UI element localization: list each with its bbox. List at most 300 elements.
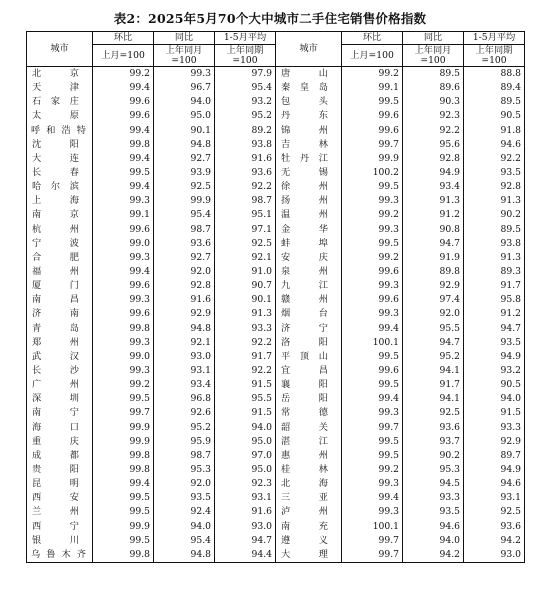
- mom-value-left: 99.1: [93, 208, 154, 222]
- mom-value-right: 99.5: [342, 350, 403, 364]
- table-row: [27, 364, 525, 378]
- yoy-value-right: 92.3: [403, 109, 464, 123]
- ytd-value-right: 91.5: [464, 406, 525, 420]
- table-row: [27, 194, 525, 208]
- table-row: [27, 251, 525, 265]
- city-name-left: 呼和浩特: [27, 124, 93, 138]
- mom-value-left: 99.5: [93, 166, 154, 180]
- yoy-value-right: 91.7: [403, 378, 464, 392]
- ytd-value-left: 97.9: [215, 67, 276, 82]
- mom-value-right: 99.6: [342, 364, 403, 378]
- table-row: [27, 265, 525, 279]
- yoy-value-right: 94.5: [403, 477, 464, 491]
- yoy-value-right: 91.9: [403, 251, 464, 265]
- table-row: [27, 237, 525, 251]
- ytd-value-right: 89.5: [464, 95, 525, 109]
- city-name-right: 包 头: [276, 95, 342, 109]
- table-row: [27, 138, 525, 152]
- city-name-right: 九 江: [276, 279, 342, 293]
- city-name-right: 牡丹江: [276, 152, 342, 166]
- city-name-left: 杭 州: [27, 223, 93, 237]
- city-name-left: 兰 州: [27, 505, 93, 519]
- mom-value-left: 99.5: [93, 534, 154, 548]
- ytd-value-left: 93.8: [215, 138, 276, 152]
- table-row: [27, 534, 525, 548]
- yoy-value-right: 94.7: [403, 336, 464, 350]
- yoy-value-left: 96.7: [154, 81, 215, 95]
- mom-value-left: 99.5: [93, 392, 154, 406]
- header-ytd-left: 1-5月平均: [215, 32, 276, 45]
- yoy-value-right: 93.3: [403, 491, 464, 505]
- mom-value-left: 99.4: [93, 124, 154, 138]
- yoy-value-left: 95.2: [154, 421, 215, 435]
- header-mom-base-right: 上月=100: [342, 45, 403, 67]
- mom-value-right: 99.3: [342, 406, 403, 420]
- yoy-value-left: 99.3: [154, 67, 215, 82]
- yoy-value-right: 93.7: [403, 435, 464, 449]
- ytd-value-right: 91.7: [464, 279, 525, 293]
- ytd-value-left: 97.1: [215, 223, 276, 237]
- table-row: [27, 392, 525, 406]
- mom-value-right: 99.5: [342, 237, 403, 251]
- city-name-left: 武 汉: [27, 350, 93, 364]
- table-body: [27, 67, 525, 563]
- city-name-left: 南 京: [27, 208, 93, 222]
- ytd-value-right: 95.8: [464, 293, 525, 307]
- ytd-value-left: 95.2: [215, 109, 276, 123]
- ytd-value-left: 93.3: [215, 322, 276, 336]
- mom-value-right: 99.3: [342, 223, 403, 237]
- city-name-right: 烟 台: [276, 307, 342, 321]
- city-name-right: 蚌 埠: [276, 237, 342, 251]
- city-name-left: 银 川: [27, 534, 93, 548]
- table-title: 表2：2025年5月70个大中城市二手住宅销售价格指数: [113, 11, 427, 26]
- city-name-left: 西 安: [27, 491, 93, 505]
- mom-value-left: 99.3: [93, 336, 154, 350]
- mom-value-left: 99.6: [93, 109, 154, 123]
- mom-value-right: 100.1: [342, 520, 403, 534]
- mom-value-right: 99.3: [342, 477, 403, 491]
- yoy-value-left: 90.1: [154, 124, 215, 138]
- ytd-value-right: 93.1: [464, 491, 525, 505]
- yoy-value-left: 92.9: [154, 307, 215, 321]
- ytd-value-right: 90.5: [464, 378, 525, 392]
- mom-value-right: 99.3: [342, 505, 403, 519]
- city-name-right: 吉 林: [276, 138, 342, 152]
- yoy-value-left: 92.0: [154, 265, 215, 279]
- city-name-right: 徐 州: [276, 180, 342, 194]
- table-row: [27, 449, 525, 463]
- mom-value-right: 99.6: [342, 293, 403, 307]
- header-yoy-base-left: 上年同月=100: [154, 45, 215, 67]
- city-name-left: 南 昌: [27, 293, 93, 307]
- yoy-value-right: 94.6: [403, 520, 464, 534]
- ytd-value-left: 92.2: [215, 180, 276, 194]
- table-row: [27, 67, 525, 82]
- mom-value-right: 100.1: [342, 336, 403, 350]
- table-row: [27, 477, 525, 491]
- city-name-right: 桂 林: [276, 463, 342, 477]
- mom-value-right: 99.4: [342, 491, 403, 505]
- yoy-value-left: 94.8: [154, 138, 215, 152]
- table-row: [27, 322, 525, 336]
- ytd-value-left: 95.0: [215, 463, 276, 477]
- mom-value-right: 99.6: [342, 124, 403, 138]
- header-ytd-right: 1-5月平均: [464, 32, 525, 45]
- mom-value-right: 99.1: [342, 81, 403, 95]
- yoy-value-left: 92.6: [154, 406, 215, 420]
- mom-value-left: 99.5: [93, 505, 154, 519]
- mom-value-left: 99.3: [93, 293, 154, 307]
- yoy-value-right: 92.2: [403, 124, 464, 138]
- header-yoy-right: 同比: [403, 32, 464, 45]
- yoy-value-left: 95.0: [154, 109, 215, 123]
- city-name-left: 天 津: [27, 81, 93, 95]
- mom-value-right: 99.9: [342, 152, 403, 166]
- city-name-left: 哈尔滨: [27, 180, 93, 194]
- header-mom-left: 环比: [93, 32, 154, 45]
- mom-value-right: 99.3: [342, 307, 403, 321]
- ytd-value-left: 90.1: [215, 293, 276, 307]
- header-city-left: 城市: [27, 32, 93, 67]
- ytd-value-left: 91.7: [215, 350, 276, 364]
- city-name-right: 安 庆: [276, 251, 342, 265]
- mom-value-left: 99.2: [93, 378, 154, 392]
- ytd-value-right: 93.8: [464, 237, 525, 251]
- header-mom-right: 环比: [342, 32, 403, 45]
- city-name-left: 深 圳: [27, 392, 93, 406]
- table-row: [27, 548, 525, 563]
- table-row: [27, 95, 525, 109]
- table-row: [27, 491, 525, 505]
- yoy-value-right: 92.5: [403, 406, 464, 420]
- yoy-value-left: 94.0: [154, 95, 215, 109]
- mom-value-right: 99.5: [342, 378, 403, 392]
- ytd-value-right: 94.7: [464, 322, 525, 336]
- city-name-right: 泉 州: [276, 265, 342, 279]
- mom-value-right: 99.7: [342, 138, 403, 152]
- mom-value-left: 99.8: [93, 138, 154, 152]
- yoy-value-right: 94.1: [403, 364, 464, 378]
- yoy-value-left: 95.4: [154, 208, 215, 222]
- ytd-value-left: 91.0: [215, 265, 276, 279]
- table-row: [27, 406, 525, 420]
- yoy-value-right: 93.4: [403, 180, 464, 194]
- city-name-right: 遵 义: [276, 534, 342, 548]
- city-name-left: 郑 州: [27, 336, 93, 350]
- ytd-value-left: 95.0: [215, 435, 276, 449]
- table-row: [27, 180, 525, 194]
- mom-value-right: 99.5: [342, 449, 403, 463]
- ytd-value-left: 91.5: [215, 378, 276, 392]
- ytd-value-right: 93.2: [464, 364, 525, 378]
- yoy-value-left: 94.0: [154, 520, 215, 534]
- mom-value-left: 99.2: [93, 67, 154, 82]
- yoy-value-right: 89.6: [403, 81, 464, 95]
- yoy-value-left: 93.5: [154, 491, 215, 505]
- mom-value-right: 99.2: [342, 67, 403, 82]
- ytd-value-right: 89.4: [464, 81, 525, 95]
- mom-value-right: 100.2: [342, 166, 403, 180]
- ytd-value-left: 93.1: [215, 491, 276, 505]
- city-name-left: 济 南: [27, 307, 93, 321]
- ytd-value-right: 90.2: [464, 208, 525, 222]
- ytd-value-left: 94.0: [215, 421, 276, 435]
- mom-value-left: 99.4: [93, 152, 154, 166]
- table-row: [27, 109, 525, 123]
- city-name-left: 厦 门: [27, 279, 93, 293]
- ytd-value-right: 89.7: [464, 449, 525, 463]
- city-name-right: 无 锡: [276, 166, 342, 180]
- yoy-value-right: 93.6: [403, 421, 464, 435]
- mom-value-left: 99.8: [93, 548, 154, 563]
- city-name-right: 惠 州: [276, 449, 342, 463]
- table-row: [27, 336, 525, 350]
- mom-value-left: 99.0: [93, 350, 154, 364]
- ytd-value-left: 98.7: [215, 194, 276, 208]
- table-row: [27, 152, 525, 166]
- city-name-left: 广 州: [27, 378, 93, 392]
- city-name-left: 合 肥: [27, 251, 93, 265]
- city-name-left: 长 沙: [27, 364, 93, 378]
- ytd-value-right: 92.2: [464, 152, 525, 166]
- mom-value-right: 99.2: [342, 463, 403, 477]
- city-name-left: 北 京: [27, 67, 93, 82]
- city-name-left: 海 口: [27, 421, 93, 435]
- yoy-value-right: 91.2: [403, 208, 464, 222]
- ytd-value-right: 93.0: [464, 548, 525, 563]
- yoy-value-right: 90.3: [403, 95, 464, 109]
- yoy-value-right: 95.2: [403, 350, 464, 364]
- city-name-right: 大 理: [276, 548, 342, 563]
- city-name-right: 湛 江: [276, 435, 342, 449]
- city-name-left: 西 宁: [27, 520, 93, 534]
- ytd-value-left: 95.4: [215, 81, 276, 95]
- city-name-left: 大 连: [27, 152, 93, 166]
- table-row: [27, 124, 525, 138]
- city-name-right: 宜 昌: [276, 364, 342, 378]
- city-name-right: 秦皇岛: [276, 81, 342, 95]
- mom-value-left: 99.8: [93, 463, 154, 477]
- city-name-right: 常 德: [276, 406, 342, 420]
- yoy-value-left: 92.7: [154, 152, 215, 166]
- mom-value-right: 99.3: [342, 279, 403, 293]
- city-name-left: 南 宁: [27, 406, 93, 420]
- mom-value-left: 99.4: [93, 180, 154, 194]
- header-yoy-base-right: 上年同月=100: [403, 45, 464, 67]
- ytd-value-right: 94.9: [464, 463, 525, 477]
- mom-value-right: 99.6: [342, 265, 403, 279]
- yoy-value-right: 89.8: [403, 265, 464, 279]
- ytd-value-right: 92.5: [464, 505, 525, 519]
- yoy-value-left: 94.8: [154, 548, 215, 563]
- yoy-value-right: 92.8: [403, 152, 464, 166]
- mom-value-left: 99.4: [93, 477, 154, 491]
- table-row: [27, 505, 525, 519]
- city-name-left: 乌鲁木齐: [27, 548, 93, 563]
- ytd-value-left: 92.2: [215, 364, 276, 378]
- ytd-value-right: 93.5: [464, 166, 525, 180]
- ytd-value-left: 93.2: [215, 95, 276, 109]
- yoy-value-left: 92.1: [154, 336, 215, 350]
- mom-value-right: 99.5: [342, 180, 403, 194]
- ytd-value-right: 94.2: [464, 534, 525, 548]
- ytd-value-left: 91.6: [215, 505, 276, 519]
- yoy-value-right: 94.7: [403, 237, 464, 251]
- yoy-value-right: 92.0: [403, 307, 464, 321]
- yoy-value-right: 89.5: [403, 67, 464, 82]
- mom-value-left: 99.0: [93, 237, 154, 251]
- mom-value-left: 99.6: [93, 307, 154, 321]
- city-name-left: 上 海: [27, 194, 93, 208]
- yoy-value-right: 92.9: [403, 279, 464, 293]
- header-ytd-base-right: 上年同期=100: [464, 45, 525, 67]
- mom-value-left: 99.3: [93, 251, 154, 265]
- city-name-left: 宁 波: [27, 237, 93, 251]
- yoy-value-left: 95.9: [154, 435, 215, 449]
- mom-value-right: 99.6: [342, 109, 403, 123]
- table-row: [27, 166, 525, 180]
- yoy-value-left: 95.3: [154, 463, 215, 477]
- ytd-value-left: 92.3: [215, 477, 276, 491]
- city-name-right: 平顶山: [276, 350, 342, 364]
- header-mom-base-left: 上月=100: [93, 45, 154, 67]
- yoy-value-right: 94.2: [403, 548, 464, 563]
- ytd-value-left: 94.4: [215, 548, 276, 563]
- header-city-right: 城市: [276, 32, 342, 67]
- ytd-value-right: 94.0: [464, 392, 525, 406]
- city-name-right: 温 州: [276, 208, 342, 222]
- table-row: [27, 421, 525, 435]
- city-name-right: 金 华: [276, 223, 342, 237]
- ytd-value-left: 95.5: [215, 392, 276, 406]
- city-name-left: 成 都: [27, 449, 93, 463]
- ytd-value-left: 91.3: [215, 307, 276, 321]
- mom-value-right: 99.4: [342, 392, 403, 406]
- table-row: [27, 520, 525, 534]
- ytd-value-right: 88.8: [464, 67, 525, 82]
- city-name-left: 长 春: [27, 166, 93, 180]
- ytd-value-left: 92.2: [215, 336, 276, 350]
- ytd-value-right: 93.5: [464, 336, 525, 350]
- ytd-value-right: 91.3: [464, 251, 525, 265]
- yoy-value-right: 97.4: [403, 293, 464, 307]
- yoy-value-left: 98.7: [154, 223, 215, 237]
- city-name-left: 青 岛: [27, 322, 93, 336]
- yoy-value-right: 93.5: [403, 505, 464, 519]
- yoy-value-left: 93.6: [154, 237, 215, 251]
- ytd-value-left: 90.7: [215, 279, 276, 293]
- ytd-value-right: 92.9: [464, 435, 525, 449]
- yoy-value-right: 94.0: [403, 534, 464, 548]
- ytd-value-left: 89.2: [215, 124, 276, 138]
- mom-value-right: 99.7: [342, 548, 403, 563]
- mom-value-left: 99.8: [93, 449, 154, 463]
- price-index-table: [26, 31, 525, 563]
- yoy-value-left: 93.1: [154, 364, 215, 378]
- yoy-value-left: 93.0: [154, 350, 215, 364]
- mom-value-right: 99.2: [342, 251, 403, 265]
- city-name-left: 沈 阳: [27, 138, 93, 152]
- ytd-value-right: 89.3: [464, 265, 525, 279]
- ytd-value-right: 94.9: [464, 350, 525, 364]
- city-name-left: 福 州: [27, 265, 93, 279]
- ytd-value-left: 92.5: [215, 237, 276, 251]
- mom-value-right: 99.7: [342, 421, 403, 435]
- ytd-value-right: 92.8: [464, 180, 525, 194]
- table-row: [27, 378, 525, 392]
- mom-value-left: 99.9: [93, 421, 154, 435]
- mom-value-left: 99.3: [93, 194, 154, 208]
- ytd-value-left: 91.5: [215, 406, 276, 420]
- city-name-right: 泸 州: [276, 505, 342, 519]
- table-row: [27, 293, 525, 307]
- yoy-value-right: 91.3: [403, 194, 464, 208]
- table-row: [27, 223, 525, 237]
- ytd-value-right: 91.2: [464, 307, 525, 321]
- mom-value-right: 99.2: [342, 208, 403, 222]
- table-row: [27, 435, 525, 449]
- table-row: [27, 307, 525, 321]
- city-name-left: 贵 阳: [27, 463, 93, 477]
- table-row: [27, 279, 525, 293]
- ytd-value-left: 93.0: [215, 520, 276, 534]
- city-name-right: 北 海: [276, 477, 342, 491]
- ytd-value-left: 95.1: [215, 208, 276, 222]
- mom-value-left: 99.4: [93, 265, 154, 279]
- yoy-value-right: 94.1: [403, 392, 464, 406]
- city-name-right: 赣 州: [276, 293, 342, 307]
- yoy-value-left: 93.4: [154, 378, 215, 392]
- yoy-value-right: 90.8: [403, 223, 464, 237]
- yoy-value-left: 92.4: [154, 505, 215, 519]
- mom-value-left: 99.3: [93, 364, 154, 378]
- city-name-right: 洛 阳: [276, 336, 342, 350]
- city-name-right: 扬 州: [276, 194, 342, 208]
- yoy-value-left: 95.4: [154, 534, 215, 548]
- yoy-value-left: 91.6: [154, 293, 215, 307]
- yoy-value-right: 95.5: [403, 322, 464, 336]
- yoy-value-left: 92.8: [154, 279, 215, 293]
- city-name-right: 三 亚: [276, 491, 342, 505]
- city-name-right: 丹 东: [276, 109, 342, 123]
- yoy-value-left: 98.7: [154, 449, 215, 463]
- mom-value-left: 99.9: [93, 435, 154, 449]
- yoy-value-left: 94.8: [154, 322, 215, 336]
- mom-value-right: 99.5: [342, 435, 403, 449]
- table-row: [27, 81, 525, 95]
- city-name-left: 太 原: [27, 109, 93, 123]
- yoy-value-left: 99.9: [154, 194, 215, 208]
- ytd-value-right: 91.3: [464, 194, 525, 208]
- yoy-value-left: 92.7: [154, 251, 215, 265]
- ytd-value-left: 91.6: [215, 152, 276, 166]
- yoy-value-left: 96.8: [154, 392, 215, 406]
- ytd-value-left: 93.6: [215, 166, 276, 180]
- city-name-right: 襄 阳: [276, 378, 342, 392]
- yoy-value-right: 94.9: [403, 166, 464, 180]
- ytd-value-left: 92.1: [215, 251, 276, 265]
- city-name-left: 石家庄: [27, 95, 93, 109]
- ytd-value-right: 93.3: [464, 421, 525, 435]
- ytd-value-right: 91.8: [464, 124, 525, 138]
- city-name-left: 昆 明: [27, 477, 93, 491]
- yoy-value-left: 93.9: [154, 166, 215, 180]
- yoy-value-right: 95.3: [403, 463, 464, 477]
- ytd-value-right: 93.6: [464, 520, 525, 534]
- ytd-value-right: 90.5: [464, 109, 525, 123]
- yoy-value-left: 92.0: [154, 477, 215, 491]
